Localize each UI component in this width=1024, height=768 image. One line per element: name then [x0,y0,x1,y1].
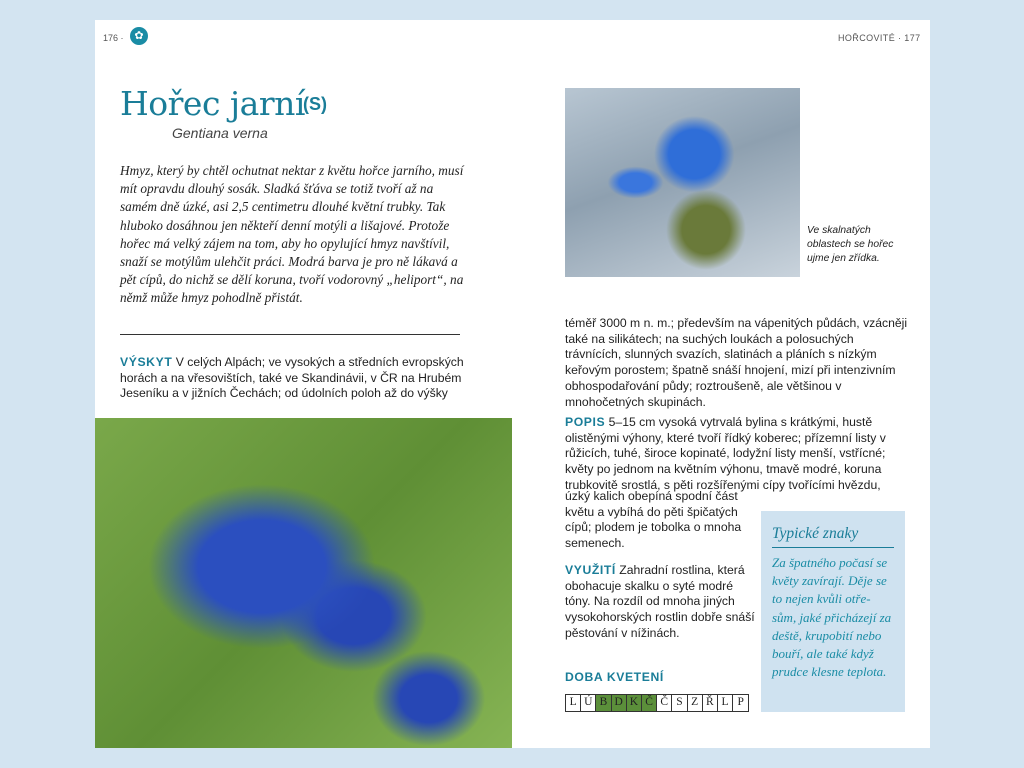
vyuziti-text: Zahradní rostlina, která obohacuje skalku o syté modré tóny. Na rozdíl od mnoha jiných vysokohorských rostlin dobře snáší pěstování v nížinách. [565,563,755,640]
month-cell: P [737,696,744,708]
month-cell: Č [642,695,657,711]
popis-section [565,415,910,494]
vyskyt-continued: téměř 3000 m n. m.; především na vápenitých půdách, vzácněji také na silikátech; na suchých loukách a polosuchých trávnících, slunných svazích, slatinách a pláních s nízkým keřovým porostem; špatně snáší hnojení, mizí při intenzivním obhospodařování půdy; roztroušeně, ale většinou v mnohočetných skupinách. [565,316,908,409]
popis-text: 5–15 cm vysoká vytrvalá bylina s krátkými, hustě olistěnými výhony, které tvoří řídký koberec; přízemní listy v růžicích, tuhé, široce kopinaté, lodyžní listy menší, vstřícné; květy po jednom na květním výhonu, tmavě modré, koruna trubkovitě srostlá, s pěti rozšířenými cípy tvořícími hvězdu, [565,415,886,492]
vyuziti-section [565,563,755,642]
month-cell: Ř [703,695,718,711]
month-cell: S [672,695,687,711]
page-number-right: HOŘCOVITÉ · 177 [838,33,921,43]
vyskyt-section [120,355,465,402]
month-cell: Z [688,695,703,711]
typical-features-box [761,511,905,712]
vyskyt-heading: VÝSKYT [120,355,173,369]
gentian-rock-photo [565,88,800,277]
month-cell: K [627,695,642,711]
flowering-heading: DOBA KVETENÍ [565,670,664,684]
latin-name: Gentiana verna [172,125,268,141]
vyuziti-heading: VYUŽITÍ [565,563,616,577]
page-number-left: 176 · [103,33,124,43]
month-cell: D [612,695,627,711]
month-cell: L [566,695,581,711]
gentian-meadow-photo [95,418,512,748]
divider [120,334,460,335]
vyskyt-text: V celých Alpách; ve vysokých a středních evropských horách a na vřesovištích, také ve Skandinávii, v ČR na Hrubém Jeseníku a v jižních Čechách; od údolních poloh až do výšky [120,355,464,401]
month-cell: Ú [581,695,596,711]
box-text: Za špatného počasí se květy zavírají. Děje se to nejen kvůli otře-sům, jaké přicházejí za deště, krupobití nebo bouří, ale také když prudce klesne teplota. [772,555,892,680]
photo-caption: Ve skalnatých oblastech se hořec ujme jen zřídka. [807,225,894,264]
popis-heading: POPIS [565,415,606,429]
popis-continued: úzký kalich obepíná spodní část květu a vybíhá do pěti špičatých cípů; plodem je tobolka o mnoha semenech. [565,489,742,551]
month-cell: B [596,695,611,711]
page-title: Hořec jarní [120,84,305,123]
box-title: Typické znaky [772,525,894,548]
status-badge: (S) [303,94,327,114]
month-cell: Č [657,695,672,711]
flowering-months [565,694,749,712]
intro-text: Hmyz, který by chtěl ochutnat nektar z květu hořce jarního, musí mít opravdu dlouhý sosák. Sladká šťáva se totiž tvoří až na samém dně úzké, asi 2,5 centimetru dlouhé květní trubky. Tak hluboko dosáhnou jen někteří denní motýli a lišajové. Protože hořec má velký zájem na tom, aby ho opylující hmyz navštívil, snaží se motýlům ulehčit práci. Modrá barva je pro ně lákavá a pět cípů, do nichž se dělí koruna, tvoří vodorovný „heliport“, na němž může hmyz pohodlně přistát. [120,163,464,306]
flower-logo-icon: ✿ [130,27,148,45]
month-cell: L [718,695,733,711]
